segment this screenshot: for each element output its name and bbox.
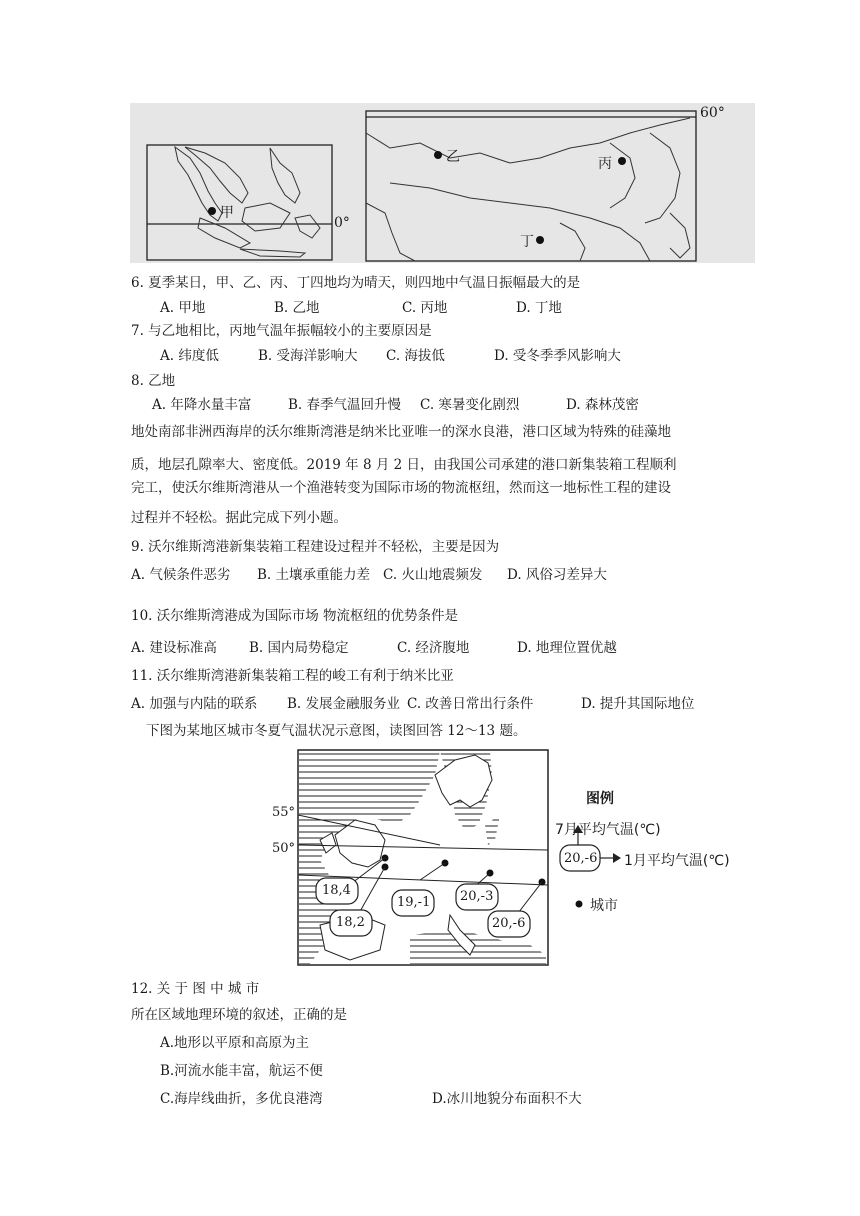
q7-options [160,344,621,364]
europe-map-figure [260,745,760,970]
indochina [185,147,248,203]
callout-text-4: 20,-3 [460,889,494,904]
legend-title: 图例 [586,791,614,807]
point-ding-dot [536,236,544,244]
point-yi-dot [434,151,442,159]
q10-options [131,636,617,656]
q12-stem-line1: 12. 关 于 图 中 城 市 [131,981,260,997]
q7-stem: 7. 与乙地相比，丙地气温年振幅较小的主要原因是 [131,323,432,339]
q11-option-b[interactable]: B. 发展金融服务业 [287,696,401,712]
legend-city: 城市 [590,898,618,914]
borneo [242,203,290,231]
label-equator: 0° [334,215,350,231]
top-maps-svg [130,103,755,263]
amur-border [610,143,635,208]
japan-outline [670,213,690,258]
q10-stem: 10. 沃尔维斯湾港成为国际市场 物流枢纽的优势条件是 [131,608,459,624]
q7-option-a[interactable]: A. 纬度低 [160,348,219,364]
q9-stem: 9. 沃尔维斯湾港新集装箱工程建设过程并不轻松，主要是因为 [131,539,500,555]
q6-option-b[interactable]: B. 乙地 [274,300,320,316]
q11-option-d[interactable]: D. 提升其国际地位 [581,696,695,712]
java [240,249,305,257]
q8-option-b[interactable]: B. 春季气温回升慢 [288,397,402,413]
q8-option-a[interactable]: A. 年降水量丰富 [152,397,252,413]
point-jia-dot [208,207,216,215]
q9-option-a[interactable]: A. 气候条件恶劣 [131,567,231,583]
passage-line-4: 过程并不轻松。据此完成下列小题。 [131,510,347,526]
q9-option-d[interactable]: D. 风俗习差异大 [507,567,607,583]
q12-option-c[interactable]: C.海岸线曲折，多优良港湾 [160,1091,323,1107]
primorye-coast [645,133,680,223]
passage-line-1: 地处南部非洲西海岸的沃尔维斯湾港是纳米比亚唯一的深水良港，港口区域为特殊的硅藻地 [131,424,671,440]
callout-text-2: 18,2 [336,915,365,930]
q6-options [160,296,562,316]
label-bing: 丙 [598,156,612,172]
q11-options [131,692,694,712]
q7-option-d[interactable]: D. 受冬季季风影响大 [494,348,621,364]
q7-option-b[interactable]: B. 受海洋影响大 [258,348,358,364]
russia-border [366,118,690,163]
top-map-strip [130,103,755,263]
kazakh-border [366,203,415,261]
q10-option-a[interactable]: A. 建设标准高 [131,640,217,656]
q8-option-c[interactable]: C. 寒暑变化剧烈 [420,397,520,413]
sulawesi [295,215,320,238]
q8-options [152,393,639,413]
label-jia: 甲 [220,205,234,221]
q12-stem-line2: 所在区域地理环境的叙述，正确的是 [131,1007,347,1023]
point-bing-dot [618,157,626,165]
q9-options [131,563,607,583]
q6-option-d[interactable]: D. 丁地 [516,300,562,316]
q12-option-d[interactable]: D.冰川地貌分布面积不大 [432,1091,582,1107]
callout-text-1: 18,4 [322,883,351,898]
korea-outline [560,223,585,261]
q11-option-c[interactable]: C. 改善日常出行条件 [407,696,534,712]
q9-option-b[interactable]: B. 土壤承重能力差 [257,567,371,583]
label-ding: 丁 [520,234,534,250]
lat-55-label: 55° [272,805,296,820]
q6-option-c[interactable]: C. 丙地 [402,300,448,316]
intro-12-13: 下图为某地区城市冬夏气温状况示意图，读图回答 12～13 题。 [146,723,527,739]
q12-option-b[interactable]: B.河流水能丰富，航运不便 [160,1063,323,1079]
q7-option-c[interactable]: C. 海拔低 [386,348,445,364]
q9-option-c[interactable]: C. 火山地震频发 [383,567,483,583]
passage-line-2: 质，地层孔隙率大、密度低。2019 年 8 月 2 日，由我国公司承建的港口新集装箱工程顺利 [131,457,677,473]
legend-january: 1月平均气温(℃) [624,853,730,869]
q12-option-a[interactable]: A.地形以平原和高原为主 [160,1035,310,1051]
q8-stem: 8. 乙地 [131,373,176,389]
q8-option-d[interactable]: D. 森林茂密 [566,397,639,413]
q11-option-a[interactable]: A. 加强与内陆的联系 [131,696,258,712]
label-yi: 乙 [446,149,460,165]
callout-text-3: 19,-1 [397,895,431,910]
legend-july: 7月平均气温(℃) [555,822,661,838]
callout-text-5: 20,-6 [492,916,526,931]
q11-stem: 11. 沃尔维斯湾港新集装箱工程的峻工有利于纳米比亚 [131,668,454,684]
legend-sample: 20,-6 [564,851,598,866]
label-60: 60° [700,105,725,121]
legend-arrow-right-head [613,853,621,863]
philippines [270,148,300,203]
passage-line-3: 完工，使沃尔维斯湾港从一个渔港转变为国际市场的物流枢纽，然而这一地标性工程的建设 [131,480,671,496]
legend-city-dot [576,901,583,908]
q6-stem: 6. 夏季某日，甲、乙、丙、丁四地均为晴天，则四地中气温日振幅最大的是 [131,275,581,291]
sumatra [198,218,250,248]
q10-option-c[interactable]: C. 经济腹地 [397,640,470,656]
q10-option-d[interactable]: D. 地理位置优越 [517,640,617,656]
left-map-frame [147,145,332,260]
q6-option-a[interactable]: A. 甲地 [160,300,206,316]
q10-option-b[interactable]: B. 国内局势稳定 [249,640,349,656]
lat-50-label: 50° [272,841,296,856]
